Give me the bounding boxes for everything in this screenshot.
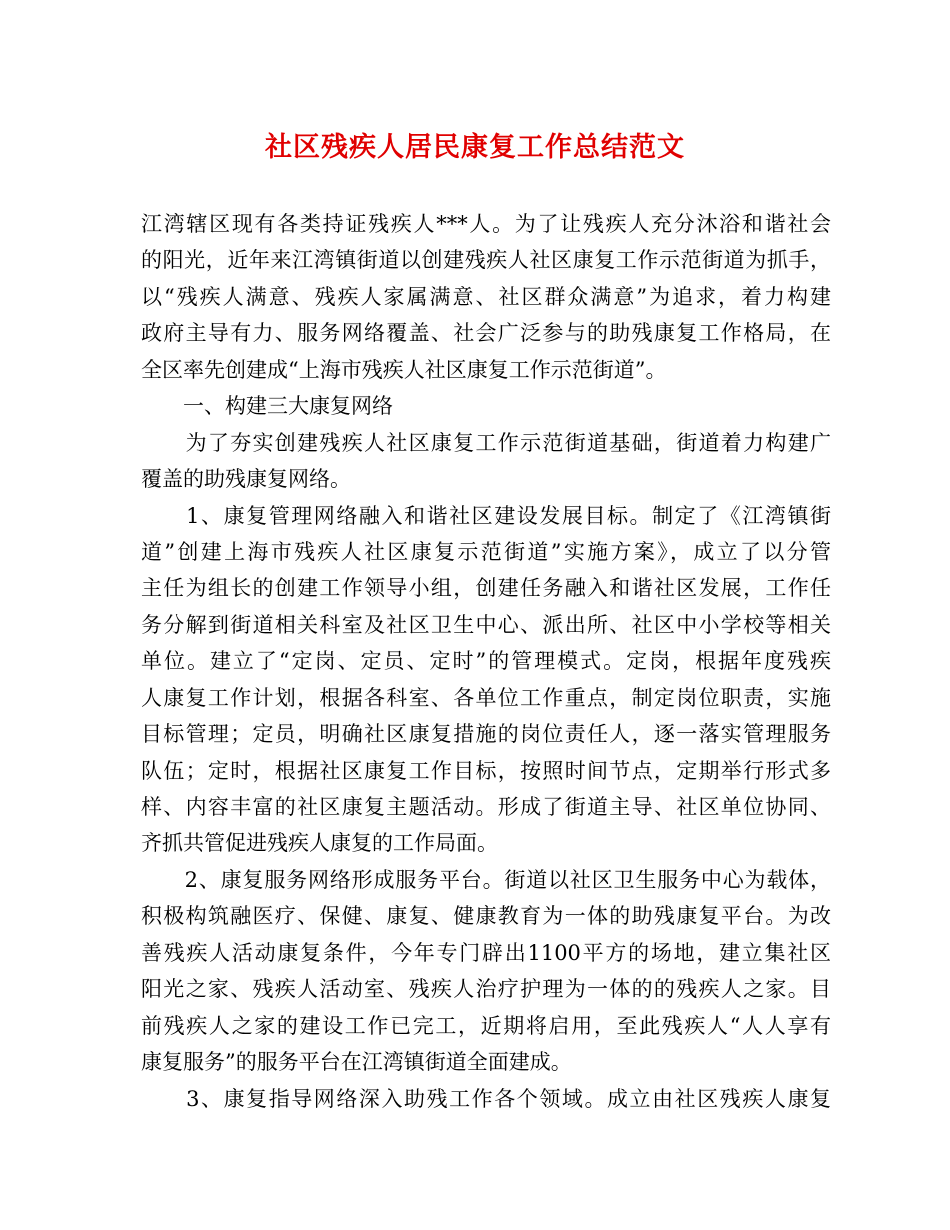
text-line: 前残疾人之家的建设工作已完工，近期将启用，至此残疾人“人人享有 <box>141 1013 831 1038</box>
text-line: 人康复工作计划，根据各科室、各单位工作重点，制定岗位职责，实施 <box>141 685 831 710</box>
text-line: 齐抓共管促进残疾人康复的工作局面。 <box>141 831 498 856</box>
text-line: 为了夯实创建残疾人社区康复工作示范街道基础，街道着力构建广 <box>141 430 831 455</box>
text-line: 单位。建立了“定岗、定员、定时”的管理模式。定岗，根据年度残疾 <box>141 649 831 674</box>
text-line: 政府主导有力、服务网络覆盖、社会广泛参与的助残康复工作格局，在 <box>141 321 831 346</box>
text-line: 队伍；定时，根据社区康复工作目标，按照时间节点，定期举行形式多 <box>141 758 831 783</box>
text-line: 覆盖的助残康复网络。 <box>141 467 351 492</box>
text-line: 以“残疾人满意、残疾人家属满意、社区群众满意”为追求，着力构建 <box>141 284 831 309</box>
text-line: 主任为组长的创建工作领导小组，创建任务融入和谐社区发展，工作任 <box>141 576 831 601</box>
text-line: 积极构筑融医疗、保健、康复、健康教育为一体的助残康复平台。为改 <box>141 904 831 929</box>
text-line: 2、康复服务网络形成服务平台。街道以社区卫生服务中心为载体， <box>141 867 831 892</box>
text-line: 3、康复指导网络深入助残工作各个领域。成立由社区残疾人康复 <box>141 1086 831 1111</box>
text-line: 康复服务”的服务平台在江湾镇街道全面建成。 <box>141 1050 572 1075</box>
text-line: 善残疾人活动康复条件，今年专门辟出1100平方的场地，建立集社区 <box>141 940 831 965</box>
text-line: 目标管理；定员，明确社区康复措施的岗位责任人，逐一落实管理服务 <box>141 722 831 747</box>
document-body <box>141 206 831 1117</box>
document-title: 社区残疾人居民康复工作总结范文 <box>265 132 685 163</box>
text-line: 一、构建三大康复网络 <box>141 394 393 419</box>
text-line: 阳光之家、残疾人活动室、残疾人治疗护理为一体的的残疾人之家。目 <box>141 977 831 1002</box>
text-line: 全区率先创建成“上海市残疾人社区康复工作示范街道”。 <box>141 357 667 382</box>
text-line: 道”创建上海市残疾人社区康复示范街道”实施方案》，成立了以分管 <box>141 539 831 564</box>
text-line: 的阳光，近年来江湾镇街道以创建残疾人社区康复工作示范街道为抓手， <box>141 248 831 273</box>
text-line: 样、内容丰富的社区康复主题活动。形成了街道主导、社区单位协同、 <box>141 795 831 819</box>
text-line: 务分解到街道相关科室及社区卫生中心、派出所、社区中小学校等相关 <box>141 612 831 637</box>
text-line: 1、康复管理网络融入和谐社区建设发展目标。制定了《江湾镇街 <box>141 503 831 528</box>
text-line: 江湾辖区现有各类持证残疾人***人。为了让残疾人充分沐浴和谐社会 <box>141 212 831 236</box>
